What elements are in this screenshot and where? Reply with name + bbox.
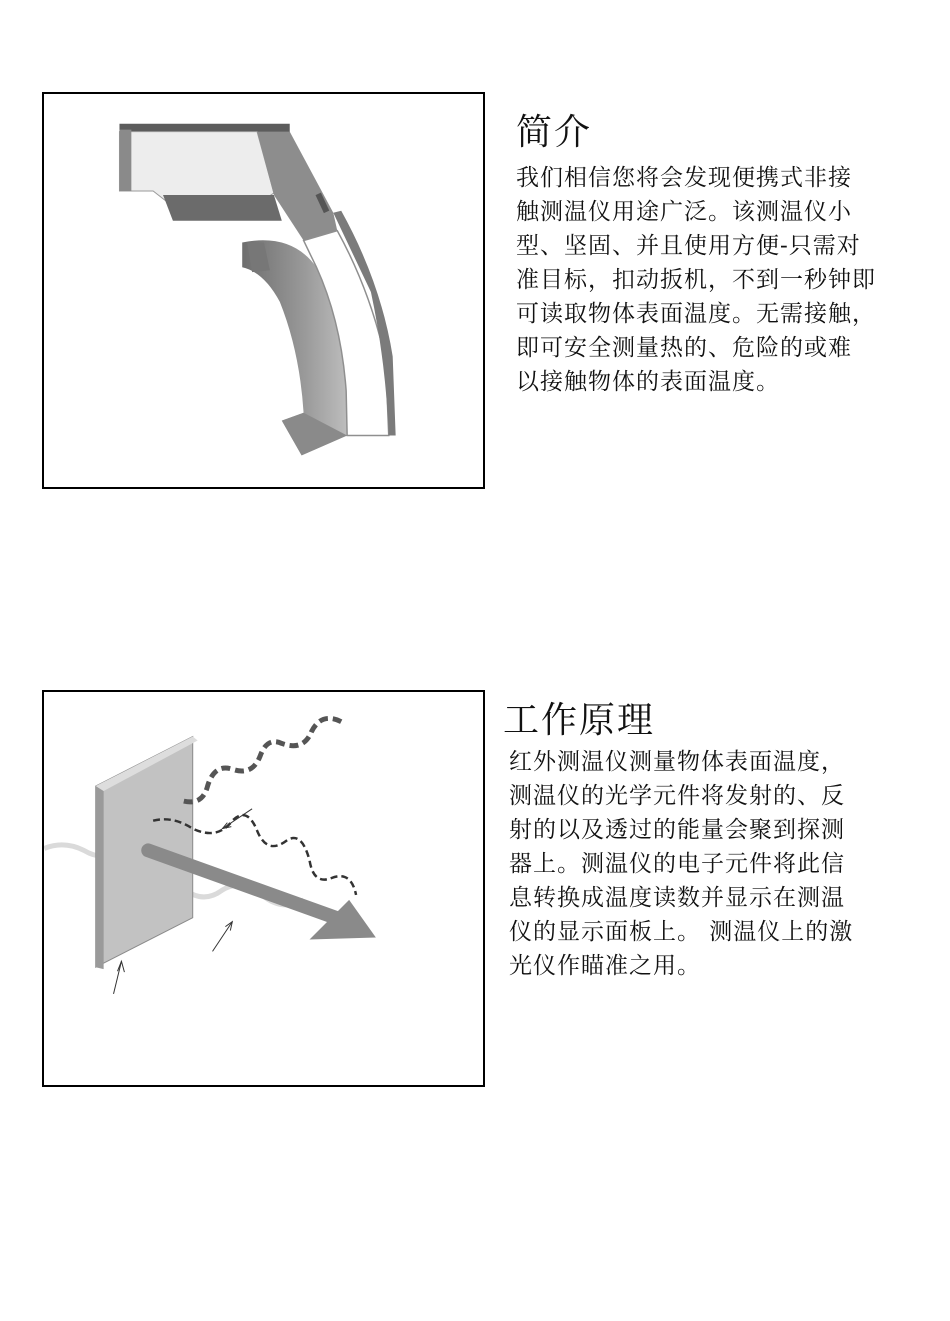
principle-line: 器上。测温仪的电子元件将此信 — [509, 851, 845, 877]
principle-line: 测温仪的光学元件将发射的、反 — [509, 783, 845, 809]
intro-line: 准目标，扣动扳机，不到一秒钟即 — [516, 267, 876, 293]
principle-paragraph — [509, 745, 929, 983]
intro-line: 即可安全测量热的、危险的或难 — [516, 335, 852, 361]
principle-title: 工作原理 — [503, 700, 656, 741]
thermometer-figure-frame — [42, 92, 485, 489]
principle-figure-frame — [42, 690, 485, 1087]
principle-line: 息转换成温度读数并显示在测温 — [509, 885, 845, 911]
intro-paragraph — [516, 161, 926, 399]
intro-line: 可读取物体表面温度。无需接触， — [516, 301, 876, 327]
energy-diagram-icon — [44, 692, 483, 1085]
principle-line: 仪的显示面板上。 测温仪上的激 — [509, 919, 854, 945]
intro-line: 我们相信您将会发现便携式非接 — [516, 165, 852, 191]
intro-line: 触测温仪用途广泛。该测温仪小 — [516, 199, 852, 225]
principle-line: 光仪作瞄准之用。 — [509, 953, 701, 979]
principle-line: 射的以及透过的能量会聚到探测 — [509, 817, 845, 843]
intro-title: 简介 — [516, 112, 593, 153]
infrared-thermometer-icon — [44, 94, 483, 487]
intro-line: 以接触物体的表面温度。 — [516, 369, 780, 395]
intro-line: 型、坚固、并且使用方便-只需对 — [516, 233, 861, 259]
principle-line: 红外测温仪测量物体表面温度， — [509, 749, 845, 775]
